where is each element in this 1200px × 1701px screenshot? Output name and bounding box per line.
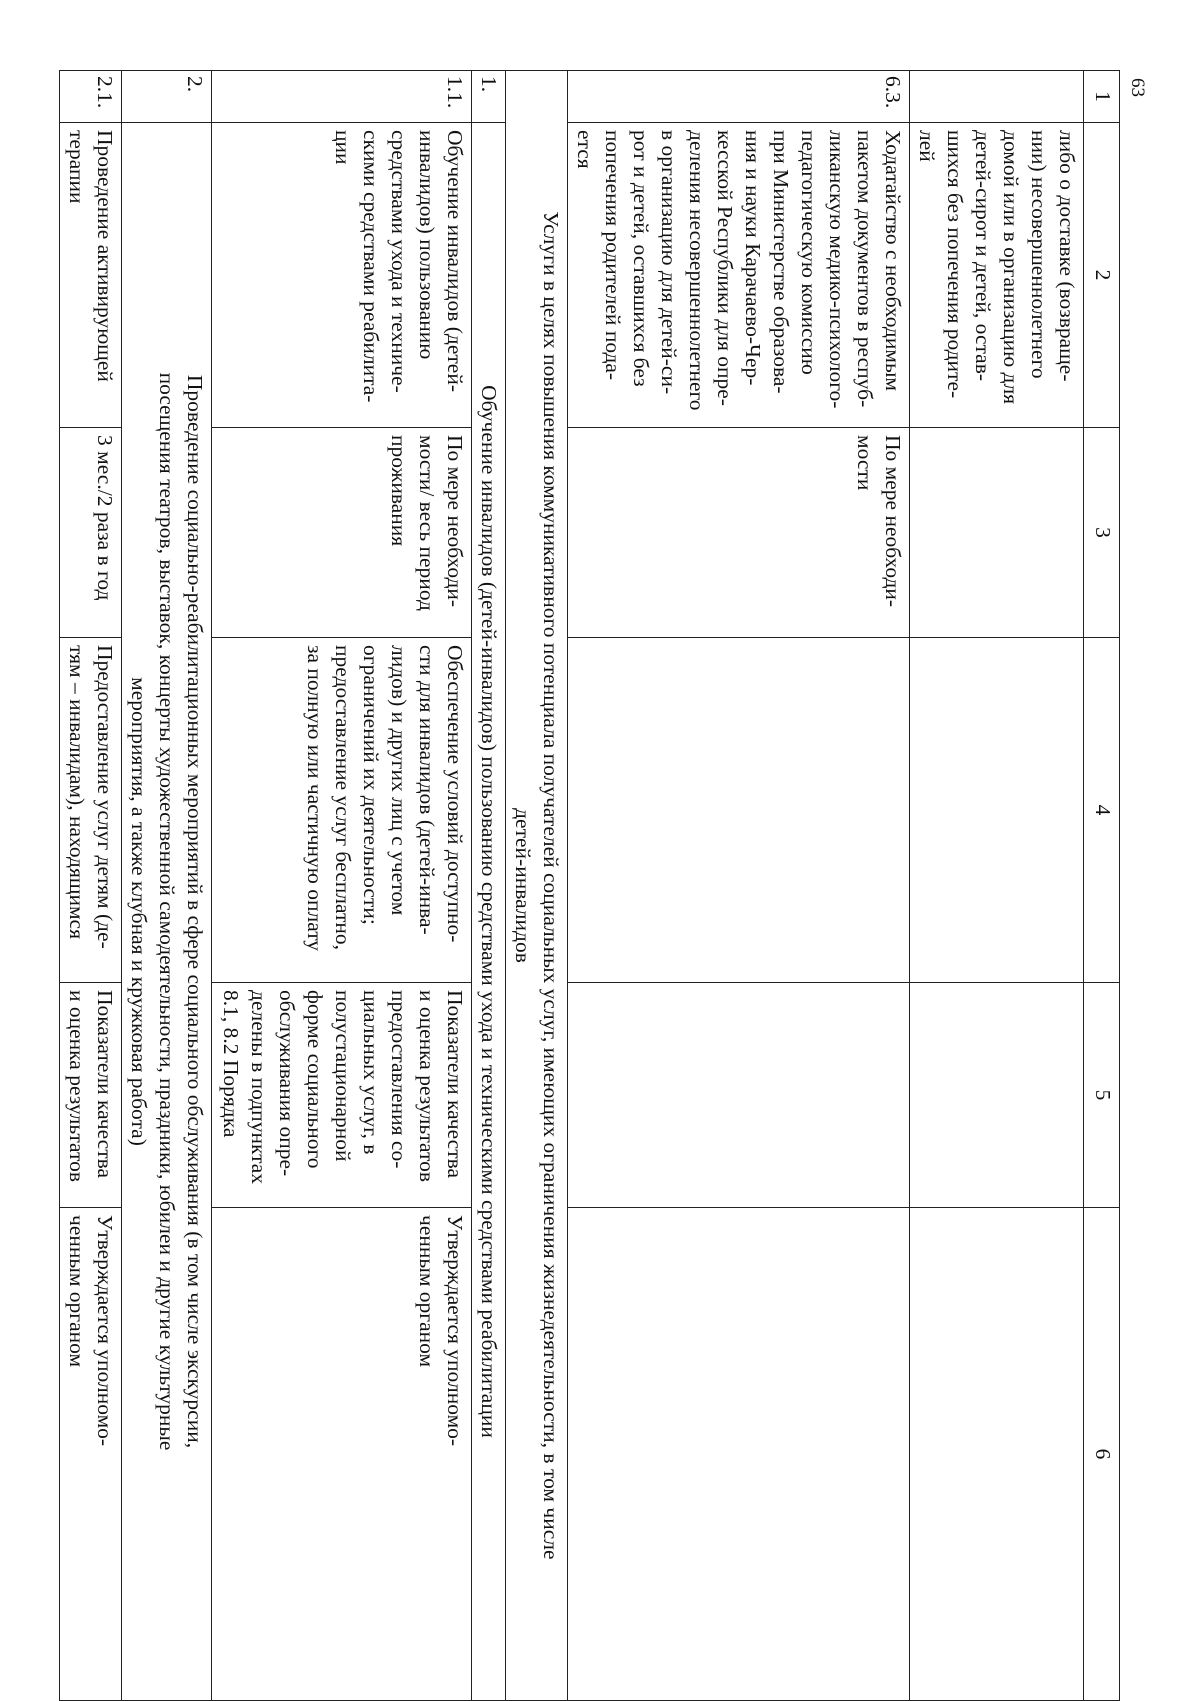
service-periodicity xyxy=(910,428,1084,638)
quality-indicators xyxy=(910,983,1084,1208)
section-heading-row xyxy=(506,71,568,1701)
service-conditions: Предоставление услуг детям (де- тям – инвалидам), находящимся xyxy=(60,638,122,983)
service-name: Ходатайство с необходимым пакетом документов в респуб- ликанскую медико-психолого- педагогическую комиссию при Министерстве образова- ния и науки Карачаево-Чер- кесской Республики для опре- деления несовершеннолетнего в организацию для детей-си- рот и детей, оставшихся без попечения родителей пода- ется xyxy=(568,123,910,428)
section-number: 1. xyxy=(472,71,506,123)
section-heading: Услуги в целях повышения коммуникативного потенциала получателей социальных услуг, имеющих ограничения жизнедеятельности, в том числе детей-инвалидов xyxy=(506,71,568,1701)
cost-note: Утверждается уполномо- ченным органом xyxy=(60,1208,122,1701)
row-number: 6.3. xyxy=(568,71,910,123)
service-periodicity: По мере необходи- мости xyxy=(568,428,910,638)
service-periodicity: По мере необходи- мости/ весь период проживания xyxy=(212,428,472,638)
section-number: 2. xyxy=(122,71,212,123)
col-header-6: 6 xyxy=(1084,1208,1120,1701)
subsection-row xyxy=(472,71,506,1701)
quality-indicators: Показатели качества и оценка результатов предоставления со- циальных услуг, в полустационарной форме социального обслуживания опре- делены в подпунктах 8.1, 8.2 Порядка xyxy=(212,983,472,1208)
table-row xyxy=(60,71,122,1701)
service-conditions: Обеспечение условий доступно- сти для инвалидов (детей-инва- лидов) и других лиц с учетом ограничений их деятельности; предоставление услуг бесплатно, за полную или частичную оплату xyxy=(212,638,472,983)
table-row xyxy=(212,71,472,1701)
row-number: 2.1. xyxy=(60,71,122,123)
col-header-5: 5 xyxy=(1084,983,1120,1208)
col-header-4: 4 xyxy=(1084,638,1120,983)
service-periodicity: 3 мес./2 раза в год xyxy=(60,428,122,638)
table-row xyxy=(910,71,1084,1701)
service-table-landscape xyxy=(65,70,1120,1700)
service-conditions xyxy=(910,638,1084,983)
table-row xyxy=(568,71,910,1701)
service-name: Проведение активирующей терапии xyxy=(60,123,122,428)
quality-indicators xyxy=(568,983,910,1208)
cost-note xyxy=(568,1208,910,1701)
row-number xyxy=(910,71,1084,123)
service-name: либо о доставке (возвраще- нии) несовершеннолетнего домой или в организацию для детей-сирот и детей, остав- шихся без попечения родите- лей xyxy=(910,123,1084,428)
subsection-row xyxy=(122,71,212,1701)
column-number-header xyxy=(1084,71,1120,1701)
quality-indicators: Показатели качества и оценка результатов xyxy=(60,983,122,1208)
col-header-1: 1 xyxy=(1084,71,1120,123)
cost-note xyxy=(910,1208,1084,1701)
cost-note: Утверждается уполномо- ченным органом xyxy=(212,1208,472,1701)
page-number: 63 xyxy=(1127,78,1148,97)
service-name: Обучение инвалидов (детей- инвалидов) пользованию средствами ухода и техниче- скими средствами реабилита- ции xyxy=(212,123,472,428)
service-standards-table xyxy=(59,70,1120,1701)
col-header-3: 3 xyxy=(1084,428,1120,638)
col-header-2: 2 xyxy=(1084,123,1120,428)
section-title: Проведение социально-реабилитационных мероприятий в сфере социального обслуживания (в том числе экскурсии, посещения театров, выставок, концерты художественной самодеятельности, праздники, юбилеи и другие культурные мероприятия, а также клубная и кружковая работа) xyxy=(122,123,212,1701)
section-title: Обучение инвалидов (детей-инвалидов) пользованию средствами ухода и техническими средствами реабилитации xyxy=(472,123,506,1701)
service-conditions xyxy=(568,638,910,983)
row-number: 1.1. xyxy=(212,71,472,123)
